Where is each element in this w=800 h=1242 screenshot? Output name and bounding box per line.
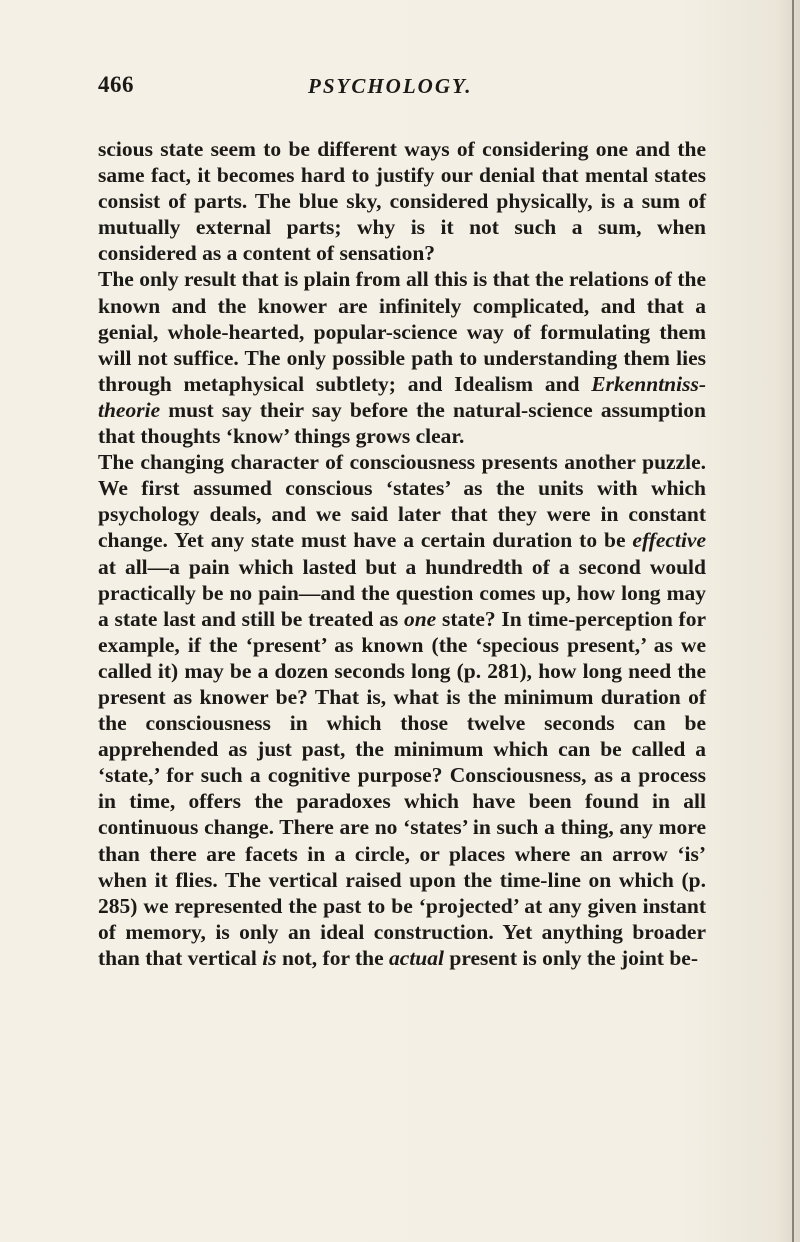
text-run: scious state seem to be different ways of considering one and the same fact, it becomes hard to justify our denial that mental states consist of parts. The blue sky, considered physically, is a sum of mutually external parts; why is it not such a sum, when considered as a content of sensation? xyxy=(98,137,706,266)
paragraph xyxy=(98,449,706,971)
paragraph xyxy=(98,136,706,266)
text-run: The only result that is plain from all this is that the relations of the known and the knower are infinitely complicated, and that a genial, whole-hearted, popular-science way of formulating them will not suffice. The only possible path to understanding them lies through metaphysical subtlety; and Idealism and xyxy=(98,267,707,396)
italic-text: actual xyxy=(389,945,444,970)
text-run: present is only the joint be- xyxy=(443,945,699,970)
page-header xyxy=(98,72,708,112)
text-run: state? In time-perception for example, if the ‘present’ as known (the ‘specious present,’ as we called it) may be a dozen seconds long (p. 281), how long need the present as knower be? That is, what is the minimum duration of the consciousness in which those twelve seconds can be apprehended as just past, the minimum which can be called a ‘state,’ for such a cognitive purpose? Consciousness, as a process in time, offers the paradoxes which have been found in all continuous change. There are no ‘states’ in such a thing, any more than there are facets in a circle, or places where an arrow ‘is’ when it flies. The vertical raised upon the time-line on which (p. 285) we represented the past to be ‘projected’ at any given instant of memory, is only an ideal construction. Yet anything broader than that vertical xyxy=(98,606,706,970)
page-edge-shadow xyxy=(792,0,794,1242)
text-run: The changing character of consciousness presents another puzzle. We first assumed conscious ‘states’ as the units with which psychology deals, and we said later that they were in constant change. Yet any state must have a certain duration to be xyxy=(98,450,706,553)
italic-text: Erkenntniss-theorie xyxy=(98,371,706,422)
text-run: at all—a pain which lasted but a hundredth of a second would practically be no pain—and the question comes up, how long may a state last and still be treated as xyxy=(98,554,706,631)
page-number: 466 xyxy=(98,72,134,97)
running-head: PSYCHOLOGY. xyxy=(308,74,473,98)
paragraph xyxy=(98,266,706,449)
italic-text: effective xyxy=(632,528,706,553)
body-text xyxy=(98,136,706,971)
text-run: must say their say before the natural-science assumption that thoughts ‘know’ things grows clear. xyxy=(98,397,706,449)
italic-text: is xyxy=(262,945,277,970)
text-run: not, for the xyxy=(276,945,390,970)
italic-text: one xyxy=(403,606,437,631)
